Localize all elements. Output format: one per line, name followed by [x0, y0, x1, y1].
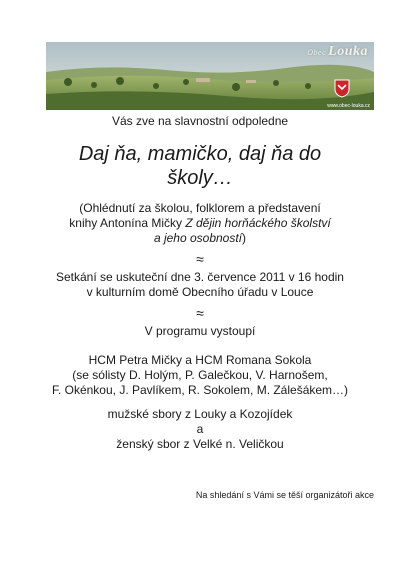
invitation-body [0, 114, 400, 452]
program-line-3: F. Okénkou, J. Pavlíkem, R. Sokolem, M. Zálešákem…) [51, 383, 349, 397]
subtitle-after: ) [242, 231, 247, 245]
municipal-crest-icon [334, 79, 350, 98]
separator-1: ≈ [196, 251, 204, 267]
book-title: Z dějin horňáckého školství a jeho osobností [153, 216, 331, 245]
meeting-venue-line: v kulturním domě Obecního úřadu v Louce [86, 285, 314, 299]
event-title: Daj ňa, mamičko, daj ňa do školy… [78, 143, 322, 189]
meeting-date-line: Setkání se uskuteční dne 3. července 2011 v 16 hodin [56, 270, 344, 284]
brand-name-text: Louka [328, 44, 368, 59]
choir-line-1: mužské sbory z Louky a Kozojídek [107, 407, 293, 421]
event-subtitle [0, 201, 400, 246]
program-line-2: (se sólisty D. Holým, P. Galečkou, V. Harnošem, [72, 368, 328, 382]
choir-line-3: ženský sbor z Velké n. Veličkou [116, 437, 284, 451]
subtitle-before: (Ohlédnutí za školou, folklorem a představení knihy Antonína Mičky [69, 201, 321, 230]
choir-line-2: a [196, 422, 204, 436]
banner-url: www.obec-louka.cz [327, 103, 370, 109]
banner-brand [307, 44, 368, 60]
header-banner [46, 42, 374, 110]
organizers-signature: Na shledání s Vámi se těší organizátoři akce [195, 490, 374, 500]
separator-2: ≈ [196, 305, 204, 321]
program-heading: V programu vystoupí [144, 324, 256, 338]
program-line-1: HCM Petra Mičky a HCM Romana Sokola [88, 353, 312, 367]
invite-text: Vás zve na slavnostní odpoledne [111, 114, 289, 128]
brand-small-text: Obec [307, 48, 327, 57]
